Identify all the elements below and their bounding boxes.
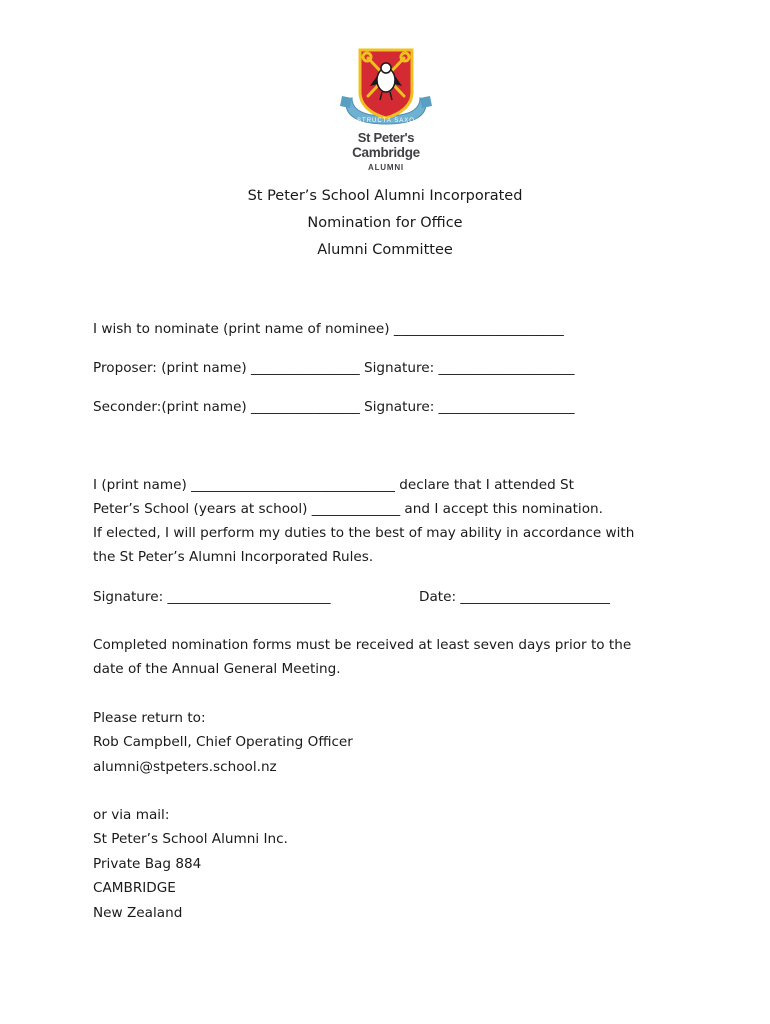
declaration-line-2: Peter’s School (years at school) _____________ and I accept this nomination. bbox=[93, 501, 603, 517]
return-email: alumni@stpeters.school.nz bbox=[93, 759, 277, 775]
logo-name-line1: St Peter's bbox=[357, 130, 415, 145]
mail-address-line-2: Private Bag 884 bbox=[93, 856, 202, 872]
document-subtitle: Nomination for Office bbox=[307, 215, 463, 231]
mail-address-line-3: CAMBRIDGE bbox=[93, 880, 176, 896]
logo-name-line3: ALUMNI bbox=[368, 163, 404, 172]
document-title: St Peter’s School Alumni Incorporated bbox=[247, 188, 523, 204]
deadline-line-2: date of the Annual General Meeting. bbox=[93, 661, 341, 677]
logo-name-line2: Cambridge bbox=[352, 145, 420, 160]
mail-address-line-4: New Zealand bbox=[93, 905, 183, 921]
school-logo bbox=[340, 46, 432, 178]
logo-motto: STRUCTA SAXO bbox=[357, 118, 415, 124]
seconder-line: Seconder:(print name) ________________ Signature: ____________________ bbox=[93, 399, 575, 415]
mail-address-line-1: St Peter’s School Alumni Inc. bbox=[93, 831, 288, 847]
signature-line: Signature: ________________________ bbox=[93, 589, 331, 605]
declaration-line-3: If elected, I will perform my duties to the best of may ability in accordance with bbox=[93, 525, 635, 541]
nominee-line: I wish to nominate (print name of nominee) _________________________ bbox=[93, 321, 564, 337]
return-label: Please return to: bbox=[93, 710, 206, 726]
date-line: Date: ______________________ bbox=[419, 589, 610, 605]
declaration-line-4: the St Peter’s Alumni Incorporated Rules. bbox=[93, 549, 374, 565]
declaration-line-1: I (print name) ______________________________ declare that I attended St bbox=[93, 477, 574, 493]
return-contact-name: Rob Campbell, Chief Operating Officer bbox=[93, 734, 353, 750]
deadline-line-1: Completed nomination forms must be received at least seven days prior to the bbox=[93, 637, 632, 653]
proposer-line: Proposer: (print name) ________________ Signature: ____________________ bbox=[93, 360, 575, 376]
committee-heading: Alumni Committee bbox=[317, 242, 453, 258]
school-crest-icon bbox=[340, 46, 432, 130]
mail-label: or via mail: bbox=[93, 807, 170, 823]
